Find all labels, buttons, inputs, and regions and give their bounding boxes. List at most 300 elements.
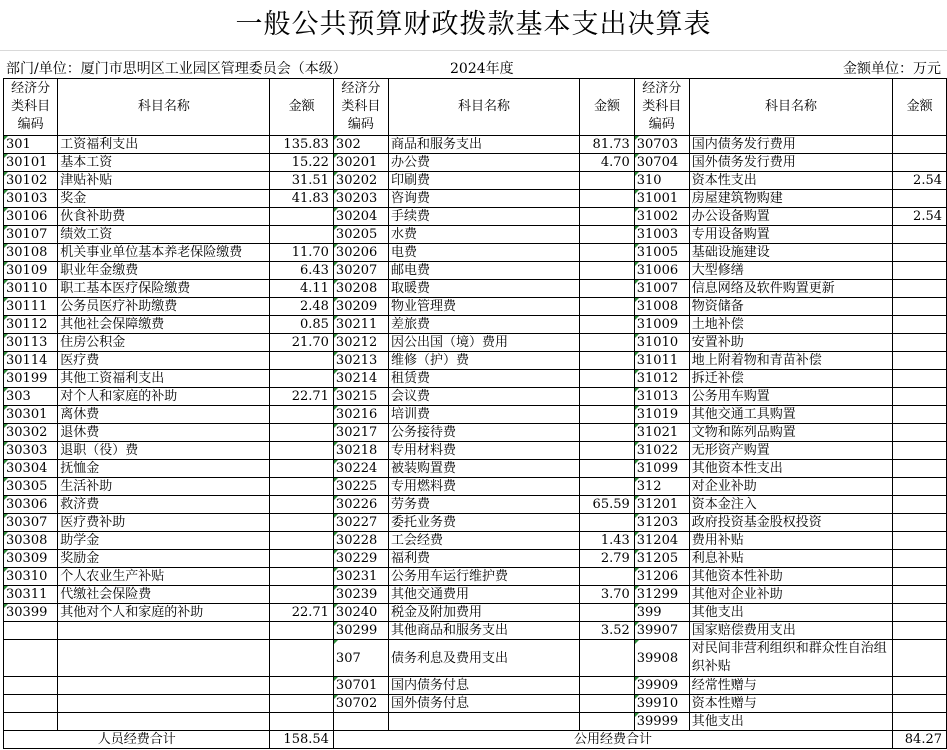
cell-amount-1: 6.43 bbox=[270, 262, 333, 280]
cell-amount-1 bbox=[270, 226, 333, 244]
cell-code-2: 30211 bbox=[333, 316, 388, 334]
cell-name-1: 对个人和家庭的补助 bbox=[58, 388, 270, 406]
cell-code-3: 31012 bbox=[634, 370, 689, 388]
cell-amount-1 bbox=[270, 640, 333, 677]
cell-code-2: 30218 bbox=[333, 442, 388, 460]
table-row bbox=[4, 172, 947, 190]
table-row bbox=[4, 478, 947, 496]
cell-name-2: 租赁费 bbox=[388, 370, 579, 388]
cell-code-1 bbox=[4, 622, 58, 640]
cell-amount-1: 4.11 bbox=[270, 280, 333, 298]
cell-amount-1: 2.48 bbox=[270, 298, 333, 316]
cell-amount-3 bbox=[893, 244, 947, 262]
cell-name-3: 房屋建筑物购建 bbox=[689, 190, 892, 208]
cell-amount-3 bbox=[893, 262, 947, 280]
cell-amount-2 bbox=[580, 226, 635, 244]
cell-code-2: 30201 bbox=[333, 154, 388, 172]
cell-name-1: 代缴社会保险费 bbox=[58, 586, 270, 604]
cell-name-1: 职业年金缴费 bbox=[58, 262, 270, 280]
cell-code-3: 31022 bbox=[634, 442, 689, 460]
cell-amount-2: 1.43 bbox=[580, 532, 635, 550]
cell-code-2: 30239 bbox=[333, 586, 388, 604]
cell-code-2: 30214 bbox=[333, 370, 388, 388]
cell-amount-2: 3.70 bbox=[580, 586, 635, 604]
cell-code-2: 30213 bbox=[333, 352, 388, 370]
cell-code-1: 30305 bbox=[4, 478, 58, 496]
cell-amount-2 bbox=[580, 460, 635, 478]
cell-name-2: 办公费 bbox=[388, 154, 579, 172]
cell-code-2: 30225 bbox=[333, 478, 388, 496]
header-amount-1: 金额 bbox=[270, 79, 333, 136]
table-row bbox=[4, 695, 947, 713]
cell-name-3: 资本金注入 bbox=[689, 496, 892, 514]
header-code-2: 经济分类科目编码 bbox=[333, 79, 388, 136]
cell-name-3: 基础设施建设 bbox=[689, 244, 892, 262]
cell-name-3: 地上附着物和青苗补偿 bbox=[689, 352, 892, 370]
cell-amount-3: 2.54 bbox=[893, 172, 947, 190]
table-row bbox=[4, 622, 947, 640]
cell-amount-1 bbox=[270, 442, 333, 460]
cell-code-2: 30702 bbox=[333, 695, 388, 713]
public-total-value: 84.27 bbox=[893, 731, 947, 749]
cell-code-2: 30216 bbox=[333, 406, 388, 424]
cell-code-2: 30212 bbox=[333, 334, 388, 352]
cell-code-1: 301 bbox=[4, 136, 58, 154]
cell-code-2: 302 bbox=[333, 136, 388, 154]
cell-name-1: 离休费 bbox=[58, 406, 270, 424]
cell-code-2: 307 bbox=[333, 640, 388, 677]
cell-name-1: 机关事业单位基本养老保险缴费 bbox=[58, 244, 270, 262]
cell-code-1: 30399 bbox=[4, 604, 58, 622]
cell-code-1: 303 bbox=[4, 388, 58, 406]
cell-amount-1 bbox=[270, 677, 333, 695]
cell-amount-3 bbox=[893, 713, 947, 731]
cell-name-1: 抚恤金 bbox=[58, 460, 270, 478]
cell-code-1: 30102 bbox=[4, 172, 58, 190]
cell-amount-1: 31.51 bbox=[270, 172, 333, 190]
cell-code-1: 30114 bbox=[4, 352, 58, 370]
cell-amount-2 bbox=[580, 514, 635, 532]
cell-name-3: 利息补贴 bbox=[689, 550, 892, 568]
cell-code-1: 30310 bbox=[4, 568, 58, 586]
cell-amount-1 bbox=[270, 695, 333, 713]
cell-name-2: 公务接待费 bbox=[388, 424, 579, 442]
header-amount-2: 金额 bbox=[580, 79, 635, 136]
cell-code-1: 30108 bbox=[4, 244, 58, 262]
cell-amount-3 bbox=[893, 352, 947, 370]
cell-amount-2 bbox=[580, 713, 635, 731]
cell-code-1: 30301 bbox=[4, 406, 58, 424]
cell-amount-1 bbox=[270, 496, 333, 514]
cell-name-2: 培训费 bbox=[388, 406, 579, 424]
table-row bbox=[4, 280, 947, 298]
title-divider bbox=[0, 50, 947, 51]
cell-name-2: 国内债务付息 bbox=[388, 677, 579, 695]
cell-code-2: 30701 bbox=[333, 677, 388, 695]
cell-name-1: 医疗费补助 bbox=[58, 514, 270, 532]
cell-code-3: 31206 bbox=[634, 568, 689, 586]
cell-code-2: 30208 bbox=[333, 280, 388, 298]
cell-name-3: 其他交通工具购置 bbox=[689, 406, 892, 424]
cell-code-2: 30299 bbox=[333, 622, 388, 640]
cell-code-3: 31203 bbox=[634, 514, 689, 532]
cell-amount-2 bbox=[580, 604, 635, 622]
cell-code-3: 31001 bbox=[634, 190, 689, 208]
cell-code-3: 39910 bbox=[634, 695, 689, 713]
cell-name-1: 生活补助 bbox=[58, 478, 270, 496]
cell-amount-1: 21.70 bbox=[270, 334, 333, 352]
cell-name-3: 专用设备购置 bbox=[689, 226, 892, 244]
cell-amount-1: 135.83 bbox=[270, 136, 333, 154]
cell-amount-2 bbox=[580, 316, 635, 334]
cell-code-1: 30308 bbox=[4, 532, 58, 550]
cell-name-2: 差旅费 bbox=[388, 316, 579, 334]
cell-name-2: 邮电费 bbox=[388, 262, 579, 280]
cell-name-3: 政府投资基金股权投资 bbox=[689, 514, 892, 532]
cell-amount-2 bbox=[580, 388, 635, 406]
cell-amount-2 bbox=[580, 352, 635, 370]
cell-amount-3 bbox=[893, 568, 947, 586]
cell-name-3: 大型修缮 bbox=[689, 262, 892, 280]
public-total-label: 公用经费合计 bbox=[333, 731, 892, 749]
department-label: 部门/单位：厦门市思明区工业园区管理委员会（本级） bbox=[6, 61, 347, 77]
cell-amount-1 bbox=[270, 352, 333, 370]
cell-name-2: 商品和服务支出 bbox=[388, 136, 579, 154]
cell-amount-2 bbox=[580, 695, 635, 713]
cell-code-1: 30112 bbox=[4, 316, 58, 334]
header-name-1: 科目名称 bbox=[58, 79, 270, 136]
cell-code-3: 31299 bbox=[634, 586, 689, 604]
cell-amount-3 bbox=[893, 370, 947, 388]
cell-amount-2 bbox=[580, 406, 635, 424]
cell-code-1: 30107 bbox=[4, 226, 58, 244]
cell-code-1: 30309 bbox=[4, 550, 58, 568]
cell-code-3: 31204 bbox=[634, 532, 689, 550]
table-row bbox=[4, 640, 947, 677]
cell-name-2: 印刷费 bbox=[388, 172, 579, 190]
cell-name-3: 国家赔偿费用支出 bbox=[689, 622, 892, 640]
cell-amount-2 bbox=[580, 424, 635, 442]
cell-code-3: 310 bbox=[634, 172, 689, 190]
table-row bbox=[4, 677, 947, 695]
amount-unit: 金额单位：万元 bbox=[843, 61, 941, 77]
table-row bbox=[4, 262, 947, 280]
cell-amount-2: 4.70 bbox=[580, 154, 635, 172]
cell-code-2 bbox=[333, 713, 388, 731]
cell-code-1: 30106 bbox=[4, 208, 58, 226]
cell-name-3: 其他资本性支出 bbox=[689, 460, 892, 478]
table-row bbox=[4, 388, 947, 406]
cell-amount-3 bbox=[893, 550, 947, 568]
cell-code-2: 30205 bbox=[333, 226, 388, 244]
cell-amount-2 bbox=[580, 442, 635, 460]
cell-amount-3 bbox=[893, 604, 947, 622]
cell-amount-3 bbox=[893, 334, 947, 352]
cell-name-1 bbox=[58, 677, 270, 695]
cell-code-2: 30207 bbox=[333, 262, 388, 280]
cell-code-3: 30703 bbox=[634, 136, 689, 154]
cell-name-2: 专用材料费 bbox=[388, 442, 579, 460]
cell-name-1: 职工基本医疗保险缴费 bbox=[58, 280, 270, 298]
cell-amount-1: 22.71 bbox=[270, 388, 333, 406]
cell-amount-3 bbox=[893, 695, 947, 713]
cell-name-2: 委托业务费 bbox=[388, 514, 579, 532]
cell-code-3: 39999 bbox=[634, 713, 689, 731]
cell-amount-2: 65.59 bbox=[580, 496, 635, 514]
cell-name-3: 其他资本性补助 bbox=[689, 568, 892, 586]
cell-name-1: 医疗费 bbox=[58, 352, 270, 370]
cell-amount-1: 22.71 bbox=[270, 604, 333, 622]
cell-amount-2 bbox=[580, 190, 635, 208]
cell-code-3: 31205 bbox=[634, 550, 689, 568]
cell-amount-2 bbox=[580, 244, 635, 262]
table-row bbox=[4, 352, 947, 370]
cell-name-2: 咨询费 bbox=[388, 190, 579, 208]
cell-name-1: 伙食补助费 bbox=[58, 208, 270, 226]
cell-code-2: 30240 bbox=[333, 604, 388, 622]
cell-code-1: 30103 bbox=[4, 190, 58, 208]
cell-code-2: 30231 bbox=[333, 568, 388, 586]
cell-name-3: 费用补贴 bbox=[689, 532, 892, 550]
cell-code-1: 30109 bbox=[4, 262, 58, 280]
table-row bbox=[4, 713, 947, 731]
cell-amount-2 bbox=[580, 568, 635, 586]
cell-amount-3 bbox=[893, 622, 947, 640]
cell-amount-3 bbox=[893, 226, 947, 244]
table-row bbox=[4, 586, 947, 604]
cell-amount-3 bbox=[893, 406, 947, 424]
cell-amount-1 bbox=[270, 424, 333, 442]
cell-name-1: 退职（役）费 bbox=[58, 442, 270, 460]
report-title: 一般公共预算财政拨款基本支出决算表 bbox=[235, 9, 712, 40]
cell-amount-1 bbox=[270, 568, 333, 586]
cell-amount-2: 81.73 bbox=[580, 136, 635, 154]
cell-code-2: 30217 bbox=[333, 424, 388, 442]
cell-code-1: 30111 bbox=[4, 298, 58, 316]
cell-name-2: 债务利息及费用支出 bbox=[388, 640, 579, 677]
cell-code-3: 31009 bbox=[634, 316, 689, 334]
cell-name-2: 公务用车运行维护费 bbox=[388, 568, 579, 586]
cell-amount-3 bbox=[893, 532, 947, 550]
cell-name-1 bbox=[58, 640, 270, 677]
cell-code-3: 399 bbox=[634, 604, 689, 622]
cell-amount-2 bbox=[580, 280, 635, 298]
cell-amount-1: 41.83 bbox=[270, 190, 333, 208]
cell-amount-3 bbox=[893, 424, 947, 442]
table-row bbox=[4, 154, 947, 172]
cell-code-1: 30302 bbox=[4, 424, 58, 442]
table-row bbox=[4, 208, 947, 226]
cell-name-2 bbox=[388, 713, 579, 731]
header-name-3: 科目名称 bbox=[689, 79, 892, 136]
cell-amount-3 bbox=[893, 478, 947, 496]
cell-amount-3 bbox=[893, 136, 947, 154]
cell-amount-3 bbox=[893, 586, 947, 604]
cell-code-3: 31010 bbox=[634, 334, 689, 352]
cell-amount-3 bbox=[893, 388, 947, 406]
cell-code-1: 30101 bbox=[4, 154, 58, 172]
cell-amount-3 bbox=[893, 280, 947, 298]
cell-name-3: 国外债务发行费用 bbox=[689, 154, 892, 172]
table-row bbox=[4, 136, 947, 154]
cell-name-2: 国外债务付息 bbox=[388, 695, 579, 713]
table-row bbox=[4, 460, 947, 478]
cell-name-2: 手续费 bbox=[388, 208, 579, 226]
cell-name-1: 退休费 bbox=[58, 424, 270, 442]
cell-amount-3 bbox=[893, 442, 947, 460]
cell-name-1 bbox=[58, 622, 270, 640]
cell-code-2: 30226 bbox=[333, 496, 388, 514]
cell-code-2: 30228 bbox=[333, 532, 388, 550]
cell-amount-1 bbox=[270, 713, 333, 731]
cell-code-3: 30704 bbox=[634, 154, 689, 172]
cell-code-1: 30306 bbox=[4, 496, 58, 514]
cell-amount-2 bbox=[580, 208, 635, 226]
table-row bbox=[4, 406, 947, 424]
cell-code-3: 31201 bbox=[634, 496, 689, 514]
cell-name-2: 专用燃料费 bbox=[388, 478, 579, 496]
cell-code-1: 30113 bbox=[4, 334, 58, 352]
table-row bbox=[4, 514, 947, 532]
cell-name-1: 津贴补贴 bbox=[58, 172, 270, 190]
cell-code-2: 30203 bbox=[333, 190, 388, 208]
cell-name-1 bbox=[58, 695, 270, 713]
fiscal-year: 2024年度 bbox=[450, 61, 514, 77]
cell-code-2: 30206 bbox=[333, 244, 388, 262]
cell-code-1: 30110 bbox=[4, 280, 58, 298]
cell-code-3: 31002 bbox=[634, 208, 689, 226]
cell-name-3: 公务用车购置 bbox=[689, 388, 892, 406]
cell-amount-1 bbox=[270, 478, 333, 496]
totals-row bbox=[4, 731, 947, 749]
cell-name-1: 其他社会保障缴费 bbox=[58, 316, 270, 334]
expenditure-table bbox=[3, 78, 947, 749]
cell-name-3: 信息网络及软件购置更新 bbox=[689, 280, 892, 298]
cell-code-2: 30215 bbox=[333, 388, 388, 406]
table-row bbox=[4, 298, 947, 316]
cell-amount-3 bbox=[893, 677, 947, 695]
cell-amount-1 bbox=[270, 532, 333, 550]
header-amount-3: 金额 bbox=[893, 79, 947, 136]
cell-amount-2: 3.52 bbox=[580, 622, 635, 640]
cell-name-1: 奖金 bbox=[58, 190, 270, 208]
cell-name-1 bbox=[58, 713, 270, 731]
cell-code-2: 30202 bbox=[333, 172, 388, 190]
cell-amount-1: 0.85 bbox=[270, 316, 333, 334]
cell-amount-3 bbox=[893, 298, 947, 316]
cell-name-2: 其他商品和服务支出 bbox=[388, 622, 579, 640]
table-row bbox=[4, 568, 947, 586]
header-code-1: 经济分类科目编码 bbox=[4, 79, 58, 136]
cell-name-3: 安置补助 bbox=[689, 334, 892, 352]
cell-code-2: 30224 bbox=[333, 460, 388, 478]
cell-code-3: 31005 bbox=[634, 244, 689, 262]
table-row bbox=[4, 550, 947, 568]
cell-amount-1 bbox=[270, 406, 333, 424]
cell-code-1 bbox=[4, 640, 58, 677]
cell-name-2: 工会经费 bbox=[388, 532, 579, 550]
cell-amount-3: 2.54 bbox=[893, 208, 947, 226]
cell-amount-1 bbox=[270, 622, 333, 640]
table-row bbox=[4, 244, 947, 262]
cell-code-1 bbox=[4, 695, 58, 713]
table-row bbox=[4, 532, 947, 550]
cell-amount-2 bbox=[580, 298, 635, 316]
cell-name-1: 绩效工资 bbox=[58, 226, 270, 244]
cell-amount-1 bbox=[270, 586, 333, 604]
cell-name-3: 资本性支出 bbox=[689, 172, 892, 190]
cell-code-3: 31021 bbox=[634, 424, 689, 442]
cell-amount-3 bbox=[893, 154, 947, 172]
cell-code-3: 31011 bbox=[634, 352, 689, 370]
cell-code-1: 30311 bbox=[4, 586, 58, 604]
cell-amount-3 bbox=[893, 316, 947, 334]
cell-amount-3 bbox=[893, 496, 947, 514]
cell-name-3: 对民间非营利组织和群众性自治组织补贴 bbox=[689, 640, 892, 677]
header-row bbox=[4, 79, 947, 136]
cell-amount-3 bbox=[893, 514, 947, 532]
cell-code-2: 30229 bbox=[333, 550, 388, 568]
cell-name-2: 电费 bbox=[388, 244, 579, 262]
report-meta bbox=[0, 60, 947, 78]
cell-code-3: 31008 bbox=[634, 298, 689, 316]
cell-name-3: 资本性赠与 bbox=[689, 695, 892, 713]
cell-code-1: 30199 bbox=[4, 370, 58, 388]
cell-name-3: 物资储备 bbox=[689, 298, 892, 316]
cell-amount-3 bbox=[893, 640, 947, 677]
cell-code-3: 39909 bbox=[634, 677, 689, 695]
cell-name-3: 无形资产购置 bbox=[689, 442, 892, 460]
cell-name-3: 土地补偿 bbox=[689, 316, 892, 334]
cell-amount-1 bbox=[270, 370, 333, 388]
cell-code-3: 31019 bbox=[634, 406, 689, 424]
cell-name-1: 其他工资福利支出 bbox=[58, 370, 270, 388]
table-row bbox=[4, 424, 947, 442]
cell-name-3: 拆迁补偿 bbox=[689, 370, 892, 388]
cell-code-1: 30304 bbox=[4, 460, 58, 478]
cell-amount-2 bbox=[580, 334, 635, 352]
cell-name-1: 个人农业生产补贴 bbox=[58, 568, 270, 586]
personnel-total-value: 158.54 bbox=[270, 731, 333, 749]
table-row bbox=[4, 190, 947, 208]
cell-code-2: 30209 bbox=[333, 298, 388, 316]
cell-code-1: 30303 bbox=[4, 442, 58, 460]
cell-name-2: 劳务费 bbox=[388, 496, 579, 514]
cell-amount-3 bbox=[893, 460, 947, 478]
cell-name-3: 其他支出 bbox=[689, 713, 892, 731]
cell-name-2: 取暖费 bbox=[388, 280, 579, 298]
table-row bbox=[4, 316, 947, 334]
table-row bbox=[4, 442, 947, 460]
header-name-2: 科目名称 bbox=[388, 79, 579, 136]
cell-name-1: 其他对个人和家庭的补助 bbox=[58, 604, 270, 622]
cell-amount-1 bbox=[270, 460, 333, 478]
cell-name-2: 福利费 bbox=[388, 550, 579, 568]
cell-name-1: 基本工资 bbox=[58, 154, 270, 172]
cell-amount-2 bbox=[580, 370, 635, 388]
cell-amount-2 bbox=[580, 677, 635, 695]
cell-code-3: 31099 bbox=[634, 460, 689, 478]
cell-code-3: 39907 bbox=[634, 622, 689, 640]
table-row bbox=[4, 226, 947, 244]
cell-name-3: 国内债务发行费用 bbox=[689, 136, 892, 154]
cell-code-2: 30204 bbox=[333, 208, 388, 226]
cell-code-1: 30307 bbox=[4, 514, 58, 532]
cell-amount-1: 11.70 bbox=[270, 244, 333, 262]
cell-amount-2 bbox=[580, 478, 635, 496]
cell-name-2: 维修（护）费 bbox=[388, 352, 579, 370]
header-code-3: 经济分类科目编码 bbox=[634, 79, 689, 136]
